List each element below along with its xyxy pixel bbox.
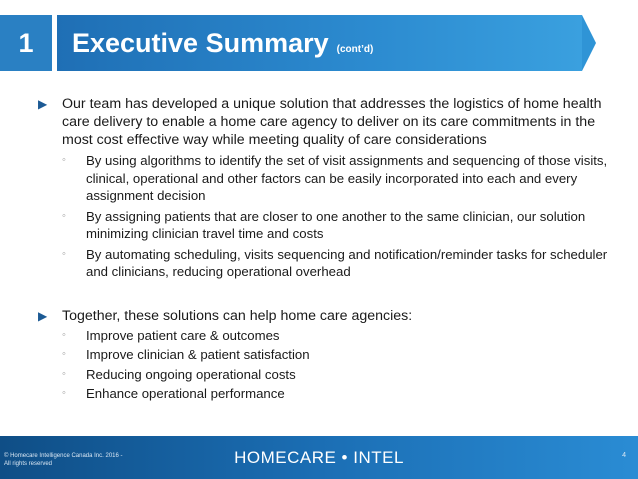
bullet-main-1-text: Our team has developed a unique solution that addresses the logistics of home health care delivery to enable a home care agency to deliver on its care commitments in the most cost effective way while meeting quality of care considerations xyxy=(62,96,602,148)
title-bar-arrow xyxy=(582,15,596,71)
slide-title-main: Executive Summary xyxy=(72,28,329,58)
copyright-text: © Homecare Intelligence Canada Inc. 2016 - All rights reserved xyxy=(4,453,123,467)
sub-bullet-text: Reducing ongoing operational costs xyxy=(86,366,296,382)
sub-bullet xyxy=(38,246,608,281)
page-number: 4 xyxy=(622,452,626,459)
slide-content xyxy=(38,95,608,403)
footer-bar xyxy=(0,436,638,479)
circle-bullet-icon: ◦ xyxy=(62,328,66,341)
circle-bullet-icon: ◦ xyxy=(62,387,66,399)
sub-bullet-text: By assigning patients that are closer to one another to the same clinician, our solution minimizing clinician travel time and costs xyxy=(86,208,586,241)
sub-bullet-text: Enhance operational performance xyxy=(86,386,285,401)
circle-bullet-icon: ◦ xyxy=(62,154,66,166)
slide-title xyxy=(72,20,373,66)
sub-bullet xyxy=(38,385,608,403)
bullet-main-1 xyxy=(38,95,608,149)
slide-title-subtitle: (cont’d) xyxy=(336,44,374,55)
bullet-main-2 xyxy=(38,307,608,325)
circle-bullet-icon: ◦ xyxy=(62,209,66,222)
circle-bullet-icon: ◦ xyxy=(62,348,66,360)
sub-bullet xyxy=(38,152,608,205)
triangle-bullet-icon: ▶ xyxy=(38,97,48,111)
section-number-badge xyxy=(0,15,52,71)
section-number: 1 xyxy=(18,27,34,58)
sub-bullet xyxy=(38,208,608,243)
circle-bullet-icon: ◦ xyxy=(62,247,66,260)
sub-bullet xyxy=(38,366,608,384)
sub-bullet-text: Improve clinician & patient satisfaction xyxy=(86,347,310,362)
sub-bullet xyxy=(38,327,608,345)
bullet-main-2-text: Together, these solutions can help home care agencies: xyxy=(62,307,413,324)
triangle-bullet-icon: ▶ xyxy=(38,308,48,323)
company-logo: HOMECARE • INTEL xyxy=(234,448,404,467)
sub-bullet xyxy=(38,346,608,364)
sub-bullet-text: By automating scheduling, visits sequencing and notification/reminder tasks for scheduler and clinicians, reducing operational overhead xyxy=(86,246,608,279)
circle-bullet-icon: ◦ xyxy=(62,367,66,380)
sub-bullet-text: By using algorithms to identify the set of visit assignments and sequencing of those visits, clinical, operational and other factors can be easily incorporated into each and every assignment decision xyxy=(86,153,608,203)
sub-bullet-text: Improve patient care & outcomes xyxy=(86,327,280,343)
spacer xyxy=(38,281,608,307)
